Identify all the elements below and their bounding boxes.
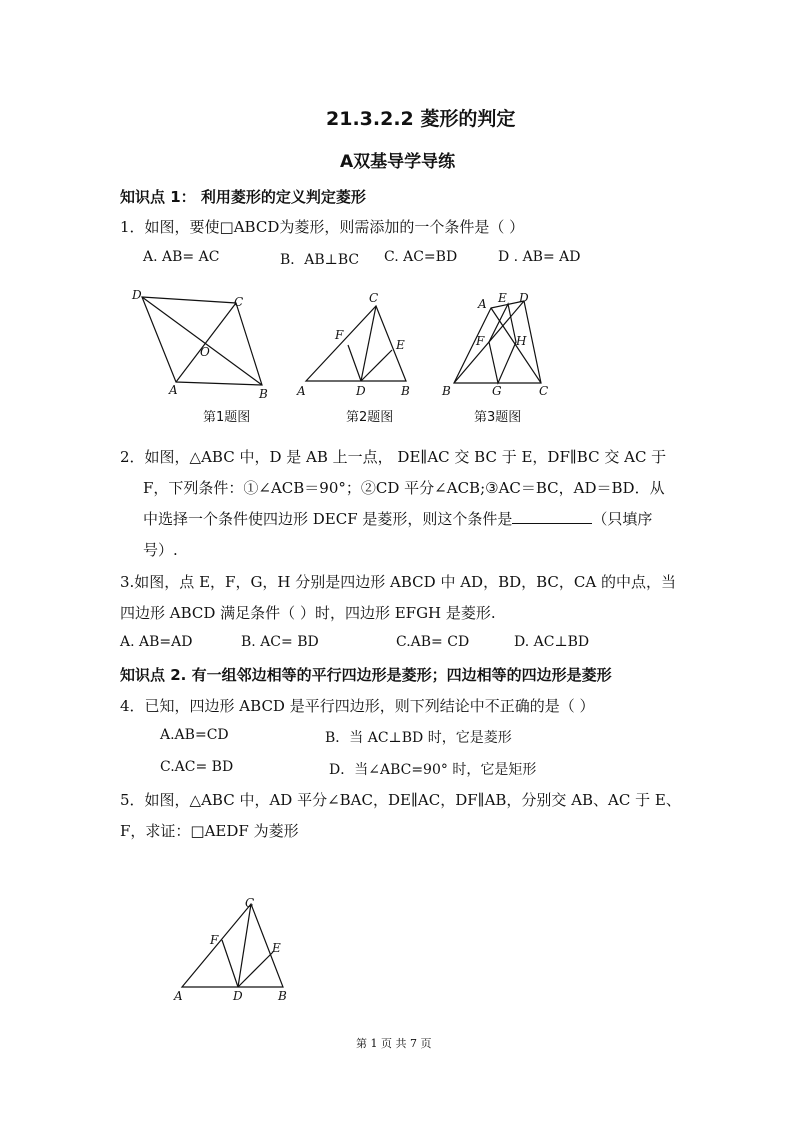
answer-blank[interactable] [512, 509, 592, 524]
fig5-label-c: C [245, 896, 255, 910]
fig2-label-b: B [401, 384, 410, 398]
fig5-label-b: B [278, 989, 287, 1003]
q3-option-c: C.AB= CD [396, 634, 470, 650]
fig5-label-f: F [210, 933, 219, 947]
question-2-line-3-text: 中选择一个条件使四边形 DECF 是菱形，则这个条件是 [143, 510, 513, 528]
fig3-label-b: B [442, 384, 451, 398]
question-2-line-3 [143, 508, 652, 529]
question-1-stem: 1．如图，要使□ABCD为菱形，则需添加的一个条件是（ ） [120, 218, 525, 236]
figure-1-caption: 第1题图 [203, 410, 251, 425]
q1-option-d: D . AB= AD [498, 249, 581, 265]
q1-option-c: C. AC=BD [384, 249, 458, 265]
q4-option-c: C.AC= BD [160, 759, 234, 775]
fig1-label-c: C [234, 295, 244, 309]
figure-2-triangle [292, 290, 422, 400]
fig2-label-e: E [396, 338, 405, 352]
fig2-label-f: F [335, 328, 344, 342]
fig1-label-a: A [169, 383, 178, 397]
q3-option-b: B. AC= BD [241, 634, 319, 650]
q1-option-a: A. AB= AC [143, 249, 220, 265]
q3-option-a: A. AB=AD [120, 634, 193, 650]
fig2-label-d: D [356, 384, 366, 398]
question-2-line-2: F，下列条件：①∠ACB＝90°；②CD 平分∠ACB;③AC＝BC，AD＝BD．从 [143, 479, 665, 497]
fig5-label-a: A [174, 989, 183, 1003]
figure-5-triangle [168, 890, 298, 1008]
question-3-line-1: 3.如图，点 E，F，G，H 分别是四边形 ABCD 中 AD，BD，BC，CA 的中点，当 [120, 573, 676, 591]
fig3-label-d: D [519, 291, 529, 305]
q1-option-b: B．AB⊥BC [280, 252, 360, 268]
figure-3-caption: 第3题图 [474, 410, 522, 425]
fig5-label-d: D [233, 989, 243, 1003]
fig3-label-c: C [539, 384, 549, 398]
question-4-stem: 4．已知，四边形 ABCD 是平行四边形，则下列结论中不正确的是（ ） [120, 697, 595, 715]
question-2-line-1: 2．如图，△ABC 中，D 是 AB 上一点， DE∥AC 交 BC 于 E，DF∥BC 交 AC 于 [120, 448, 667, 466]
fig3-label-f: F [476, 334, 485, 348]
q4-option-a: A.AB=CD [160, 727, 229, 743]
page-title: 21.3.2.2 菱形的判定 [326, 108, 516, 130]
question-2-line-3-tail: （只填序 [592, 510, 653, 528]
fig2-label-a: A [297, 384, 306, 398]
figure-1-parallelogram [128, 286, 278, 400]
q3-option-d: D. AC⊥BD [514, 634, 590, 650]
fig3-label-e: E [498, 291, 507, 305]
figure-3-quadrilateral [438, 290, 558, 402]
question-5-line-1: 5．如图，△ABC 中，AD 平分∠BAC，DE∥AC，DF∥AB，分别交 AB、AC 于 E、 [120, 791, 681, 809]
fig3-label-a: A [478, 297, 487, 311]
question-2-line-4: 号）. [143, 541, 178, 559]
fig3-label-h: H [516, 334, 527, 348]
question-5-line-2: F，求证：□AEDF 为菱形 [120, 822, 299, 840]
fig1-label-o: O [200, 345, 210, 359]
fig1-label-d: D [132, 288, 142, 302]
question-3-line-2: 四边形 ABCD 满足条件（ ）时，四边形 EFGH 是菱形. [120, 604, 496, 622]
fig3-label-g: G [492, 384, 502, 398]
q4-option-d: D．当∠ABC=90° 时，它是矩形 [329, 762, 537, 778]
fig1-label-b: B [259, 387, 268, 400]
fig2-label-c: C [369, 291, 379, 305]
q4-option-b: B．当 AC⊥BD 时，它是菱形 [325, 730, 512, 746]
figure-2-caption: 第2题图 [346, 410, 394, 425]
knowledge-point-1: 知识点 1： 利用菱形的定义判定菱形 [120, 188, 366, 206]
knowledge-point-2: 知识点 2. 有一组邻边相等的平行四边形是菱形；四边相等的四边形是菱形 [120, 666, 612, 684]
section-subtitle: A双基导学导练 [340, 152, 456, 172]
fig5-label-e: E [272, 941, 281, 955]
page-footer: 第 1 页 共 7 页 [356, 1037, 432, 1050]
